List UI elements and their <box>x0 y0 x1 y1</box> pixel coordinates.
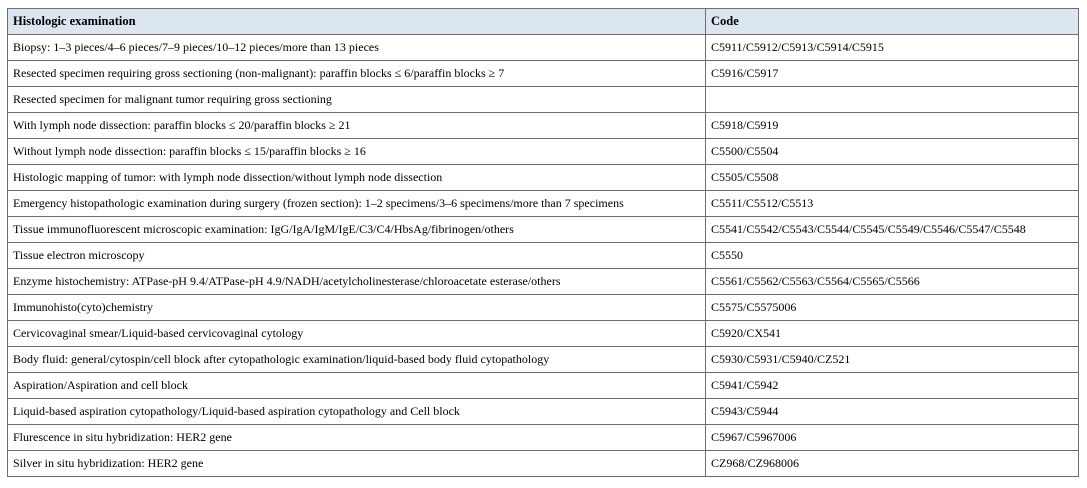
table-row <box>8 243 1079 269</box>
examination-cell: Liquid-based aspiration cytopathology/Liquid-based aspiration cytopathology and Cell block <box>8 399 706 425</box>
table-row <box>8 61 1079 87</box>
code-cell: C5930/C5931/C5940/CZ521 <box>706 347 1079 373</box>
examination-cell: Tissue electron microscopy <box>8 243 706 269</box>
table-row <box>8 425 1079 451</box>
histologic-code-table <box>7 8 1079 477</box>
code-cell: C5943/C5944 <box>706 399 1079 425</box>
code-cell: C5561/C5562/C5563/C5564/C5565/C5566 <box>706 269 1079 295</box>
examination-cell: Body fluid: general/cytospin/cell block after cytopathologic examination/liquid-based body fluid cytopathology <box>8 347 706 373</box>
examination-cell: Flurescence in situ hybridization: HER2 gene <box>8 425 706 451</box>
examination-cell: Resected specimen for malignant tumor requiring gross sectioning <box>8 87 706 113</box>
examination-cell: Silver in situ hybridization: HER2 gene <box>8 451 706 477</box>
table-row <box>8 399 1079 425</box>
examination-cell: Enzyme histochemistry: ATPase-pH 9.4/ATPase-pH 4.9/NADH/acetylcholinesterase/chloroacetate esterase/others <box>8 269 706 295</box>
code-cell: C5920/CX541 <box>706 321 1079 347</box>
examination-cell: Emergency histopathologic examination during surgery (frozen section): 1–2 specimens/3–6 specimens/more than 7 specimens <box>8 191 706 217</box>
table-row <box>8 191 1079 217</box>
code-cell: C5941/C5942 <box>706 373 1079 399</box>
examination-cell: Tissue immunofluorescent microscopic examination: IgG/IgA/IgM/IgE/C3/C4/HbsAg/fibrinogen/others <box>8 217 706 243</box>
examination-cell: Histologic mapping of tumor: with lymph node dissection/without lymph node dissection <box>8 165 706 191</box>
table-row <box>8 113 1079 139</box>
examination-cell: Aspiration/Aspiration and cell block <box>8 373 706 399</box>
code-cell: C5967/C5967006 <box>706 425 1079 451</box>
code-cell: C5575/C5575006 <box>706 295 1079 321</box>
table-row <box>8 347 1079 373</box>
code-cell: C5505/C5508 <box>706 165 1079 191</box>
code-cell: C5550 <box>706 243 1079 269</box>
table-row <box>8 269 1079 295</box>
code-cell: CZ968/CZ968006 <box>706 451 1079 477</box>
examination-cell: Immunohisto(cyto)chemistry <box>8 295 706 321</box>
table-row <box>8 35 1079 61</box>
code-cell: C5916/C5917 <box>706 61 1079 87</box>
code-cell <box>706 87 1079 113</box>
table-row <box>8 373 1079 399</box>
examination-cell: Cervicovaginal smear/Liquid-based cervicovaginal cytology <box>8 321 706 347</box>
examination-cell: Biopsy: 1–3 pieces/4–6 pieces/7–9 pieces/10–12 pieces/more than 13 pieces <box>8 35 706 61</box>
table-row <box>8 165 1079 191</box>
code-cell: C5541/C5542/C5543/C5544/C5545/C5549/C5546/C5547/C5548 <box>706 217 1079 243</box>
table-row <box>8 321 1079 347</box>
code-cell: C5500/C5504 <box>706 139 1079 165</box>
code-cell: C5511/C5512/C5513 <box>706 191 1079 217</box>
table-row <box>8 217 1079 243</box>
header-histologic-examination: Histologic examination <box>8 9 706 35</box>
table-row <box>8 139 1079 165</box>
table-row <box>8 451 1079 477</box>
table-header-row <box>8 9 1079 35</box>
table-row <box>8 295 1079 321</box>
examination-cell: Resected specimen requiring gross sectioning (non-malignant): paraffin blocks ≤ 6/paraffin blocks ≥ 7 <box>8 61 706 87</box>
examination-cell: With lymph node dissection: paraffin blocks ≤ 20/paraffin blocks ≥ 21 <box>8 113 706 139</box>
code-cell: C5911/C5912/C5913/C5914/C5915 <box>706 35 1079 61</box>
header-code: Code <box>706 9 1079 35</box>
examination-cell: Without lymph node dissection: paraffin blocks ≤ 15/paraffin blocks ≥ 16 <box>8 139 706 165</box>
code-cell: C5918/C5919 <box>706 113 1079 139</box>
table-row <box>8 87 1079 113</box>
